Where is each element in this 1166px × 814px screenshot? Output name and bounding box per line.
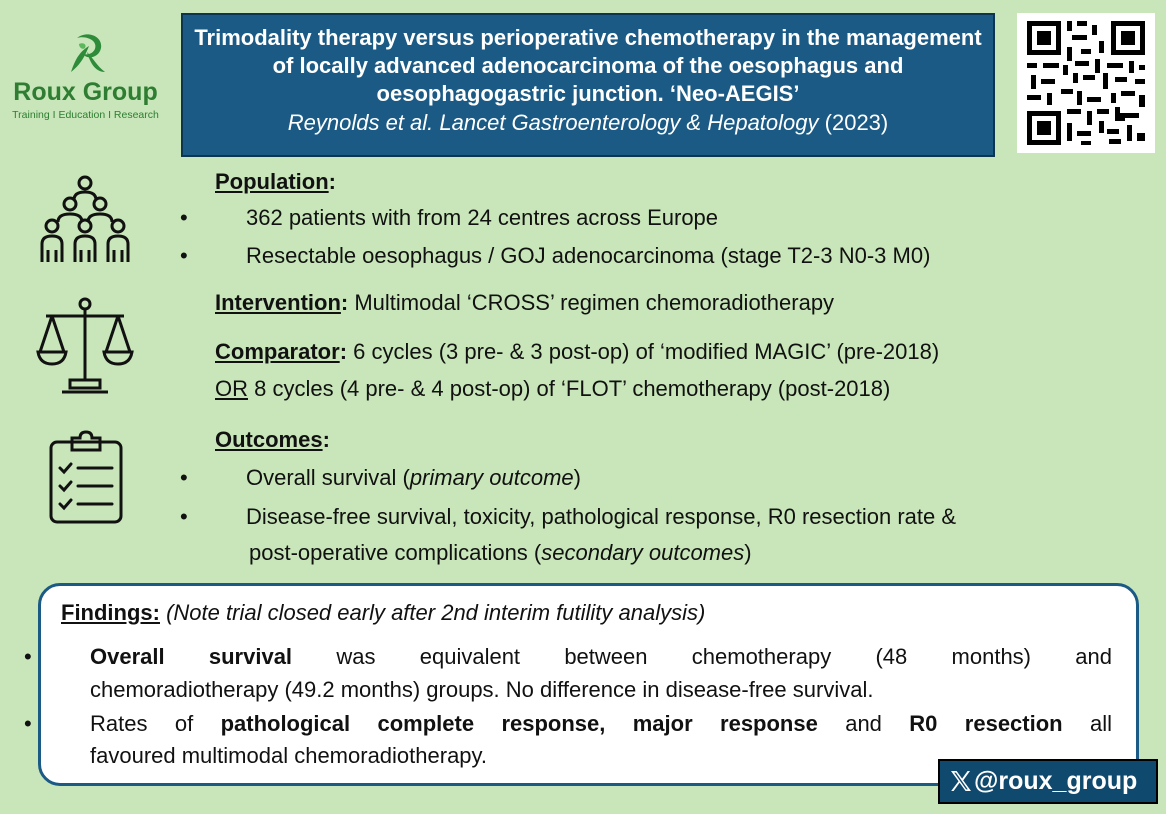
bullet: • [180, 243, 188, 268]
bullet: • [24, 644, 32, 669]
x-logo-icon [949, 769, 973, 793]
brand-name: Roux Group [13, 78, 158, 106]
bullet: • [180, 504, 188, 529]
citation-year: (2023) [824, 110, 889, 135]
bullet: • [180, 205, 188, 230]
title-box [181, 13, 995, 157]
finding-1-line2: chemoradiotherapy (49.2 months) groups. No difference in disease-free survival. [90, 677, 874, 702]
qr-code-icon[interactable] [1017, 13, 1155, 153]
finding-1-line1: Overall survival was equivalent between chemotherapy (48 months) and [90, 644, 1112, 669]
study-title: Trimodality therapy versus perioperative chemotherapy in the management of locally advanced adenocarcinoma of the oesophagus and oesophagogastric junction. ‘Neo-AEGIS’ [194, 25, 982, 106]
outcome-primary: Overall survival (primary outcome) [246, 465, 581, 490]
twitter-handle[interactable]: @roux_group [974, 767, 1138, 795]
outcomes-heading: Outcomes: [215, 427, 330, 452]
outcome-secondary-cont: post-operative complications (secondary outcomes) [249, 540, 752, 565]
population-item: Resectable oesophagus / GOJ adenocarcinoma (stage T2-3 N0-3 M0) [246, 243, 931, 268]
clipboard-checklist-icon [48, 430, 124, 524]
finding-2-line1: Rates of pathological complete response, major response and R0 resection all [90, 711, 1112, 736]
findings-heading: Findings: (Note trial closed early after 2nd interim futility analysis) [61, 600, 706, 625]
outcome-secondary: Disease-free survival, toxicity, pathological response, R0 resection rate & [246, 504, 957, 529]
intervention-line: Intervention: Multimodal ‘CROSS’ regimen chemoradiotherapy [215, 290, 835, 315]
bullet: • [180, 465, 188, 490]
brand-tagline: Training I Education I Research [12, 109, 159, 121]
population-item: 362 patients with from 24 centres across Europe [246, 205, 719, 230]
comparator-or-line: OR 8 cycles (4 pre- & 4 post-op) of ‘FLOT’ chemotherapy (post-2018) [215, 376, 891, 401]
citation-authors-journal: Reynolds et al. Lancet Gastroenterology & Hepatology [287, 110, 819, 135]
comparator-line: Comparator: 6 cycles (3 pre- & 3 post-op) of ‘modified MAGIC’ (pre-2018) [215, 339, 940, 364]
bullet: • [24, 711, 32, 736]
population-heading: Population: [215, 169, 336, 194]
people-pyramid-icon [38, 174, 132, 266]
finding-2-line2: favoured multimodal chemoradiotherapy. [90, 743, 488, 768]
citation [183, 108, 993, 137]
roux-logo-icon [63, 32, 109, 76]
roux-group-logo [8, 32, 163, 128]
twitter-handle-badge[interactable] [938, 759, 1158, 804]
scales-icon [36, 296, 134, 396]
